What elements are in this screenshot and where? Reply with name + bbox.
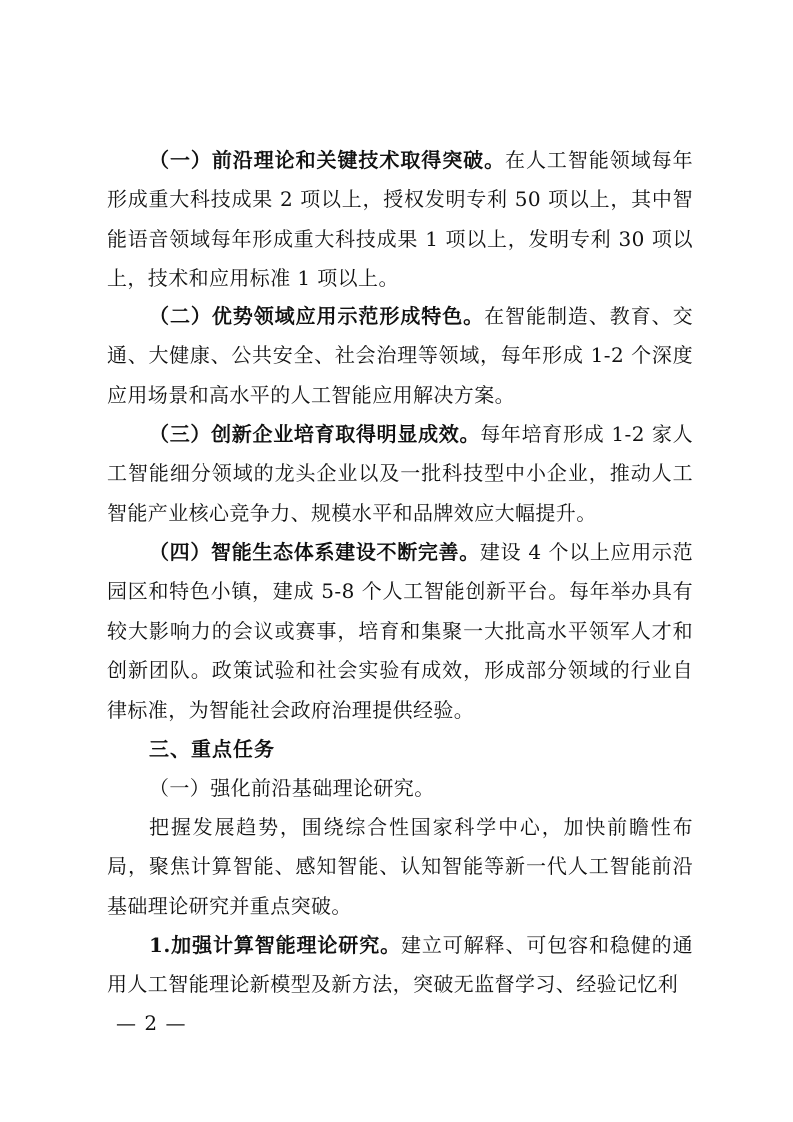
paragraph-body: 建立可解释、可包容和稳健的通用人工智能理论新模型及新方法，突破无监督学习、经验记忆利 — [107, 933, 693, 997]
paragraph-heading: （三）创新企业培育取得明显成效。 — [149, 422, 481, 446]
paragraph-intro: 把握发展趋势，围绕综合性国家科学中心，加快前瞻性布局，聚焦计算智能、感知智能、认知智能等新一代人工智能前沿基础理论研究并重点突破。 — [107, 815, 693, 918]
paragraph-body: 在智能制造、教育、交通、大健康、公共安全、社会治理等领域，每年形成 1-2 个深度应用场景和高水平的人工智能应用解决方案。 — [107, 304, 694, 407]
page-number: — 2 — — [116, 1011, 187, 1035]
paragraph-heading: （四）智能生态体系建设不断完善。 — [149, 540, 480, 564]
paragraph-heading: 1.加强计算智能理论研究。 — [149, 933, 401, 957]
section-title: 三、重点任务 — [149, 737, 275, 761]
paragraph-goal-1 — [107, 141, 693, 299]
paragraph-body: 在人工智能领域每年形成重大科技成果 2 项以上，授权发明专利 50 项以上，其中智能语音领域每年形成重大科技成果 1 项以上，发明专利 30 项以上，技术和应用标准 1 项以上。 — [107, 148, 693, 291]
paragraph-goal-4 — [107, 533, 693, 730]
paragraph-item-1 — [107, 926, 693, 1005]
paragraph-body: 建设 4 个以上应用示范园区和特色小镇，建成 5-8 个人工智能创新平台。每年举办具有较大影响力的会议或赛事，培育和集聚一大批高水平领军人才和创新团队。政策试验和社会实验有成效，形成部分领域的行业自律标准，为智能社会政府治理提供经验。 — [107, 540, 693, 722]
paragraph-goal-2 — [107, 297, 693, 415]
paragraph-goal-3 — [107, 415, 693, 533]
paragraph-heading: （一）前沿理论和关键技术取得突破。 — [149, 148, 506, 172]
paragraph-heading: （二）优势领域应用示范形成特色。 — [149, 304, 485, 328]
subsection-title: （一）强化前沿基础理论研究。 — [149, 776, 435, 800]
paragraph-body: 每年培育形成 1-2 家人工智能细分领域的龙头企业以及一批科技型中小企业，推动人工智能产业核心竞争力、规模水平和品牌效应大幅提升。 — [107, 422, 693, 525]
